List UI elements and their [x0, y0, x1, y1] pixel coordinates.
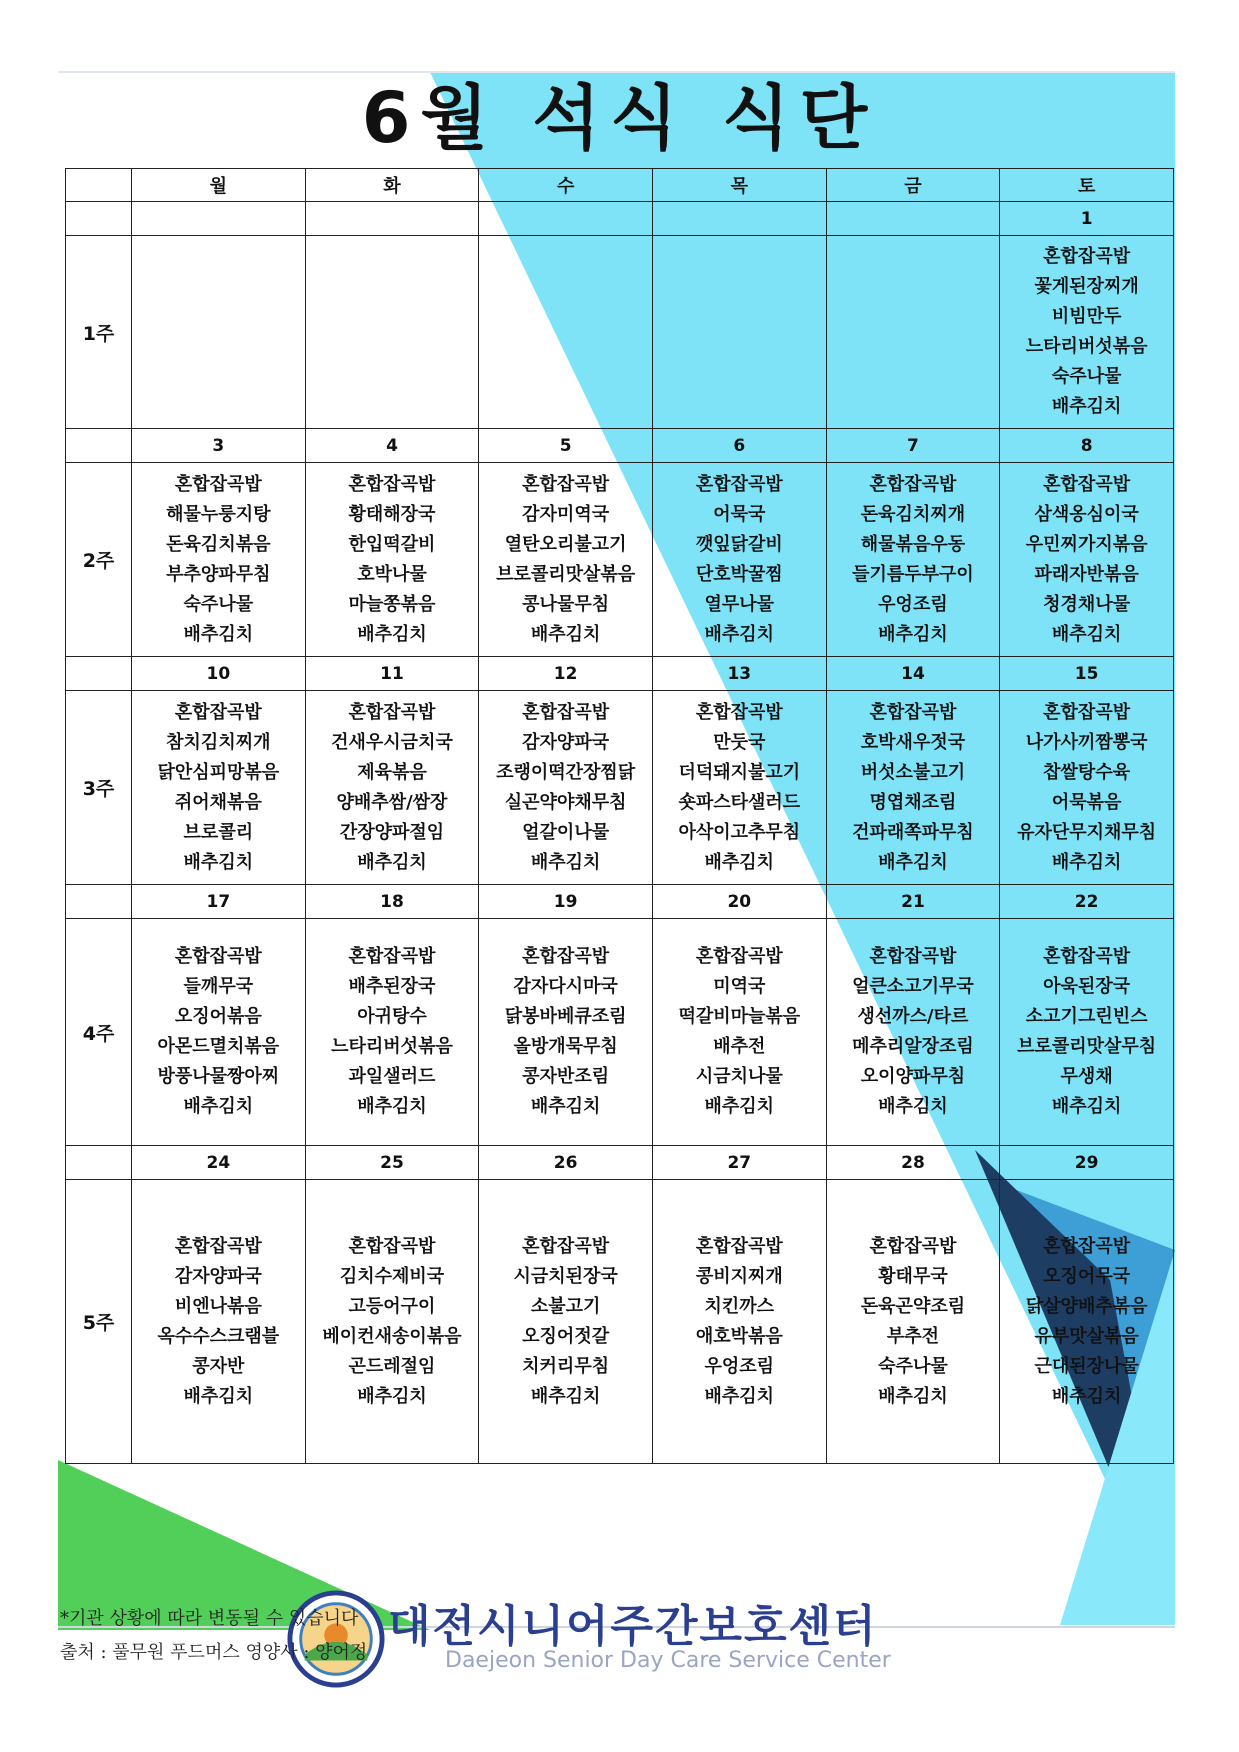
- meal-row: [66, 1180, 1174, 1464]
- day-header-row: [66, 169, 1174, 202]
- meal-cell: [652, 463, 826, 657]
- date-cell: 6: [652, 429, 826, 463]
- date-cell: [652, 202, 826, 236]
- menu-item: 콩자반조림: [522, 1066, 610, 1087]
- menu-item: 조랭이떡간장찜닭: [496, 761, 636, 783]
- menu-item: 혼합잡곡밥: [348, 946, 436, 967]
- menu-item: 닭봉바베큐조림: [504, 1006, 627, 1027]
- menu-item: 더덕돼지불고기: [678, 761, 801, 783]
- menu-item: 배추김치: [878, 623, 948, 645]
- menu-item: 배추김치: [1051, 851, 1122, 873]
- menu-item: 마늘쫑볶음: [348, 593, 436, 615]
- menu-item: 배추김치: [1051, 1096, 1122, 1117]
- menu-item: 시금치된장국: [513, 1265, 618, 1287]
- menu-item: 들깨무국: [183, 976, 254, 997]
- meal-cell: [1000, 463, 1174, 657]
- meal-cell: [652, 919, 826, 1146]
- menu-item: 배추김치: [704, 1385, 775, 1407]
- menu-item: 브로콜리맛살무침: [1017, 1036, 1157, 1057]
- menu-item: 배추전: [713, 1036, 766, 1057]
- meal-row: [66, 691, 1174, 885]
- menu-item: 아삭이고추무침: [678, 821, 801, 843]
- meal-cell: [479, 236, 653, 429]
- menu-item: 오이양파무침: [860, 1066, 966, 1087]
- date-cell: 20: [652, 885, 826, 919]
- meal-row: [66, 463, 1174, 657]
- menu-item: 배추김치: [357, 1385, 427, 1407]
- date-cell: 22: [1000, 885, 1174, 919]
- menu-item: 배추김치: [183, 1096, 254, 1117]
- center-name-english: Daejeon Senior Day Care Service Center: [445, 1648, 891, 1673]
- menu-item: 어묵국: [713, 503, 766, 525]
- menu-item: 아몬드멸치볶음: [157, 1036, 280, 1057]
- menu-item: 돈육김치찌개: [860, 503, 966, 525]
- menu-item: 느타리버섯볶음: [331, 1036, 453, 1057]
- menu-item: 혼합잡곡밥: [869, 701, 957, 723]
- meal-cell: [652, 691, 826, 885]
- menu-item: 배추김치: [878, 851, 948, 873]
- menu-item: 곤드레절임: [348, 1355, 436, 1377]
- menu-item: 혼합잡곡밥: [174, 473, 262, 495]
- menu-item: 혼합잡곡밥: [522, 1235, 610, 1257]
- date-cell: 27: [652, 1146, 826, 1180]
- footer-note: *기관 상황에 따라 변동될 수 있습니다: [60, 1608, 359, 1629]
- menu-item: 배추김치: [530, 623, 601, 645]
- menu-item: 혼합잡곡밥: [869, 946, 957, 967]
- menu-item: 배추김치: [704, 851, 775, 873]
- date-cell: 28: [826, 1146, 1000, 1180]
- menu-item: 오징어무국: [1043, 1265, 1131, 1287]
- date-cell: 10: [132, 657, 306, 691]
- date-cell: 5: [479, 429, 653, 463]
- menu-item: 과일샐러드: [348, 1066, 436, 1087]
- menu-item: 호박나물: [357, 563, 427, 585]
- menu-item: 숏파스타샐러드: [678, 791, 801, 813]
- menu-item: 김치수제비국: [339, 1265, 445, 1287]
- menu-item: 해물볶음우동: [860, 533, 966, 555]
- menu-item: 배추김치: [530, 1385, 601, 1407]
- meal-cell: [826, 919, 1000, 1146]
- date-row: [66, 885, 1174, 919]
- menu-item: 콩비지찌개: [695, 1265, 783, 1287]
- date-cell: 24: [132, 1146, 306, 1180]
- meal-cell: [479, 1180, 653, 1464]
- meal-cell: [305, 463, 479, 657]
- date-row: [66, 1146, 1174, 1180]
- meal-cell: [826, 463, 1000, 657]
- meal-cell: [1000, 1180, 1174, 1464]
- menu-item: 실곤약야채무침: [504, 791, 627, 813]
- menu-item: 애호박볶음: [695, 1325, 783, 1347]
- date-row: [66, 429, 1174, 463]
- meal-cell: [826, 236, 1000, 429]
- menu-item: 혼합잡곡밥: [348, 1235, 436, 1257]
- menu-item: 건새우시금치국: [331, 731, 453, 753]
- menu-item: 삼색옹심이국: [1034, 503, 1139, 525]
- menu-item: 소불고기: [530, 1295, 601, 1317]
- menu-item: 혼합잡곡밥: [522, 473, 610, 495]
- menu-item: 느타리버섯볶음: [1025, 336, 1148, 357]
- menu-item: 쥐어채볶음: [174, 791, 262, 813]
- menu-item: 배추김치: [704, 623, 775, 645]
- menu-item: 떡갈비마늘볶음: [678, 1006, 801, 1027]
- day-header: 금: [826, 169, 1000, 202]
- menu-item: 들기름두부구이: [852, 563, 974, 585]
- meal-cell: [1000, 236, 1174, 429]
- menu-item: 얼큰소고기무국: [852, 976, 974, 997]
- meal-cell: [826, 691, 1000, 885]
- meal-cell: [652, 236, 826, 429]
- menu-item: 파래자반볶음: [1034, 563, 1139, 585]
- menu-item: 단호박꿀찜: [695, 563, 783, 585]
- date-cell: [826, 202, 1000, 236]
- menu-item: 배추김치: [878, 1096, 948, 1117]
- corner-cell: [66, 169, 132, 202]
- menu-item: 감자미역국: [522, 503, 610, 525]
- menu-body: [66, 202, 1174, 1464]
- menu-item: 비엔나볶음: [174, 1295, 262, 1317]
- date-cell: 12: [479, 657, 653, 691]
- menu-item: 간장양파절임: [339, 821, 445, 843]
- date-cell: 1: [1000, 202, 1174, 236]
- week-label: 2주: [66, 463, 132, 657]
- menu-item: 브로콜리맛살볶음: [496, 563, 636, 585]
- menu-item: 숙주나물: [1051, 366, 1122, 387]
- meal-cell: [1000, 691, 1174, 885]
- meal-cell: [479, 691, 653, 885]
- menu-item: 버섯소불고기: [860, 761, 966, 783]
- menu-item: 양배추쌈/쌈장: [336, 791, 448, 813]
- menu-item: 꽃게된장찌개: [1034, 276, 1139, 297]
- date-cell: 17: [132, 885, 306, 919]
- date-cell: 19: [479, 885, 653, 919]
- menu-item: 배추김치: [1051, 623, 1122, 645]
- menu-item: 혼합잡곡밥: [1043, 1235, 1131, 1257]
- menu-item: 혼합잡곡밥: [695, 701, 783, 723]
- menu-item: 배추김치: [878, 1385, 948, 1407]
- menu-item: 우민찌가지볶음: [1025, 533, 1148, 555]
- menu-item: 배추된장국: [348, 976, 436, 997]
- menu-item: 닭안심피망볶음: [157, 761, 280, 783]
- meal-cell: [305, 919, 479, 1146]
- menu-item: 혼합잡곡밥: [1043, 473, 1131, 495]
- menu-item: 아욱된장국: [1043, 976, 1131, 997]
- menu-item: 혼합잡곡밥: [174, 701, 262, 723]
- menu-item: 배추김치: [357, 1096, 427, 1117]
- menu-item: 배추김치: [183, 623, 254, 645]
- menu-item: 혼합잡곡밥: [695, 1235, 783, 1257]
- menu-item: 혼합잡곡밥: [1043, 701, 1131, 723]
- menu-item: 배추김치: [183, 1385, 254, 1407]
- meal-cell: [132, 691, 306, 885]
- center-name: 대전시니어주간보호센터: [388, 1601, 878, 1652]
- menu-item: 혼합잡곡밥: [869, 473, 957, 495]
- menu-item: 부추전: [886, 1325, 940, 1347]
- menu-item: 브로콜리: [183, 821, 254, 843]
- week-label: 3주: [66, 691, 132, 885]
- menu-item: 얼갈이나물: [522, 821, 610, 843]
- menu-item: 올방개묵무침: [513, 1036, 618, 1057]
- meal-cell: [826, 1180, 1000, 1464]
- menu-item: 배추김치: [357, 851, 427, 873]
- menu-item: 시금치나물: [695, 1066, 783, 1087]
- menu-item: 열탄오리불고기: [504, 533, 627, 555]
- menu-item: 치커리무침: [522, 1355, 610, 1377]
- meal-cell: [132, 236, 306, 429]
- meal-cell: [305, 691, 479, 885]
- menu-item: 미역국: [713, 976, 766, 997]
- menu-item: 무생채: [1060, 1066, 1113, 1087]
- date-cell: 13: [652, 657, 826, 691]
- date-cell: 25: [305, 1146, 479, 1180]
- menu-item: 배추김치: [704, 1096, 775, 1117]
- day-header: 토: [1000, 169, 1174, 202]
- menu-item: 배추김치: [530, 1096, 601, 1117]
- date-cell: 11: [305, 657, 479, 691]
- date-cell: 15: [1000, 657, 1174, 691]
- date-row-label-cell: [66, 1146, 132, 1180]
- date-cell: 3: [132, 429, 306, 463]
- menu-item: 만둣국: [713, 731, 766, 753]
- date-cell: 4: [305, 429, 479, 463]
- week-label: 5주: [66, 1180, 132, 1464]
- meal-cell: [305, 236, 479, 429]
- menu-item: 방풍나물짱아찌: [157, 1066, 280, 1087]
- menu-item: 해물누룽지탕: [166, 503, 271, 525]
- week-label: 1주: [66, 236, 132, 429]
- date-row-label-cell: [66, 657, 132, 691]
- menu-item: 혼합잡곡밥: [695, 946, 783, 967]
- menu-item: 어묵볶음: [1051, 791, 1122, 813]
- menu-item: 혼합잡곡밥: [1043, 246, 1131, 267]
- menu-item: 황태무국: [878, 1265, 948, 1287]
- meal-cell: [479, 919, 653, 1146]
- menu-item: 생선까스/타르: [857, 1006, 969, 1027]
- day-header: 화: [305, 169, 479, 202]
- menu-item: 감자양파국: [174, 1265, 262, 1287]
- menu-item: 참치김치찌개: [166, 731, 271, 753]
- menu-item: 배추김치: [357, 623, 427, 645]
- menu-item: 건파래쪽파무침: [852, 821, 974, 843]
- menu-item: 감자양파국: [522, 731, 610, 753]
- menu-item: 아귀탕수: [357, 1006, 427, 1027]
- meal-cell: [132, 463, 306, 657]
- menu-item: 혼합잡곡밥: [174, 946, 262, 967]
- menu-item: 돈육곤약조림: [860, 1295, 966, 1317]
- menu-item: 배추김치: [183, 851, 254, 873]
- date-row-label-cell: [66, 885, 132, 919]
- date-cell: 26: [479, 1146, 653, 1180]
- meal-cell: [132, 919, 306, 1146]
- menu-item: 배추김치: [1051, 1385, 1122, 1407]
- menu-item: 혼합잡곡밥: [695, 473, 783, 495]
- menu-item: 감자다시마국: [513, 976, 618, 997]
- date-cell: 7: [826, 429, 1000, 463]
- menu-item: 명엽채조림: [869, 791, 957, 813]
- date-cell: [305, 202, 479, 236]
- menu-item: 배추김치: [1051, 396, 1122, 417]
- menu-item: 청경채나물: [1043, 593, 1131, 615]
- menu-item: 찹쌀탕수육: [1043, 761, 1131, 783]
- menu-item: 베이컨새송이볶음: [322, 1325, 462, 1347]
- footer-source: 출처 : 풀무원 푸드머스 영양사 : 양어정: [60, 1642, 368, 1663]
- menu-table: [65, 168, 1174, 1464]
- day-header: 월: [132, 169, 306, 202]
- menu-item: 열무나물: [704, 593, 775, 615]
- menu-item: 깻잎닭갈비: [695, 533, 783, 555]
- footer: [60, 1602, 367, 1670]
- menu-item: 메추리알장조림: [852, 1036, 974, 1057]
- meal-cell: [652, 1180, 826, 1464]
- page-title: 6월 석식 식단: [361, 77, 878, 159]
- menu-item: 혼합잡곡밥: [522, 701, 610, 723]
- menu-item: 오징어볶음: [174, 1006, 262, 1027]
- menu-item: 소고기그린빈스: [1025, 1006, 1148, 1027]
- date-cell: [132, 202, 306, 236]
- menu-item: 혼합잡곡밥: [522, 946, 610, 967]
- menu-item: 나가사끼짬뽕국: [1025, 731, 1148, 753]
- meal-cell: [1000, 919, 1174, 1146]
- day-header: 수: [479, 169, 653, 202]
- menu-item: 혼합잡곡밥: [174, 1235, 262, 1257]
- date-cell: 18: [305, 885, 479, 919]
- menu-item: 혼합잡곡밥: [348, 701, 436, 723]
- menu-item: 비빔만두: [1051, 306, 1122, 327]
- menu-item: 혼합잡곡밥: [1043, 946, 1131, 967]
- menu-item: 콩나물무침: [522, 593, 610, 615]
- date-cell: [479, 202, 653, 236]
- menu-item: 황태해장국: [348, 503, 436, 525]
- menu-item: 유부맛살볶음: [1034, 1325, 1139, 1347]
- menu-item: 제육볶음: [357, 761, 427, 783]
- menu-item: 숙주나물: [878, 1355, 948, 1377]
- meal-cell: [479, 463, 653, 657]
- meal-cell: [305, 1180, 479, 1464]
- date-cell: 21: [826, 885, 1000, 919]
- menu-item: 혼합잡곡밥: [869, 1235, 957, 1257]
- date-row-label-cell: [66, 429, 132, 463]
- menu-item: 콩자반: [192, 1355, 245, 1377]
- meal-row: [66, 236, 1174, 429]
- date-cell: 29: [1000, 1146, 1174, 1180]
- menu-item: 옥수수스크램블: [157, 1325, 280, 1347]
- menu-item: 근대된장나물: [1034, 1355, 1139, 1377]
- menu-item: 우엉조림: [704, 1355, 775, 1377]
- menu-item: 배추김치: [530, 851, 601, 873]
- week-label: 4주: [66, 919, 132, 1146]
- date-cell: 14: [826, 657, 1000, 691]
- date-row: [66, 657, 1174, 691]
- meal-row: [66, 919, 1174, 1146]
- menu-item: 고등어구이: [348, 1295, 436, 1317]
- date-row: [66, 202, 1174, 236]
- date-cell: 8: [1000, 429, 1174, 463]
- menu-item: 숙주나물: [183, 593, 254, 615]
- menu-item: 돈육김치볶음: [166, 533, 271, 555]
- menu-item: 부추양파무침: [166, 563, 271, 585]
- menu-item: 오징어젓갈: [522, 1325, 610, 1347]
- menu-item: 닭살양배추볶음: [1025, 1295, 1148, 1317]
- menu-item: 혼합잡곡밥: [348, 473, 436, 495]
- menu-item: 유자단무지채무침: [1017, 821, 1157, 843]
- menu-item: 우엉조림: [878, 593, 948, 615]
- menu-item: 호박새우젓국: [860, 731, 966, 753]
- date-row-label-cell: [66, 202, 132, 236]
- day-header: 목: [652, 169, 826, 202]
- menu-item: 한입떡갈비: [348, 533, 436, 555]
- menu-item: 치킨까스: [704, 1295, 775, 1317]
- meal-cell: [132, 1180, 306, 1464]
